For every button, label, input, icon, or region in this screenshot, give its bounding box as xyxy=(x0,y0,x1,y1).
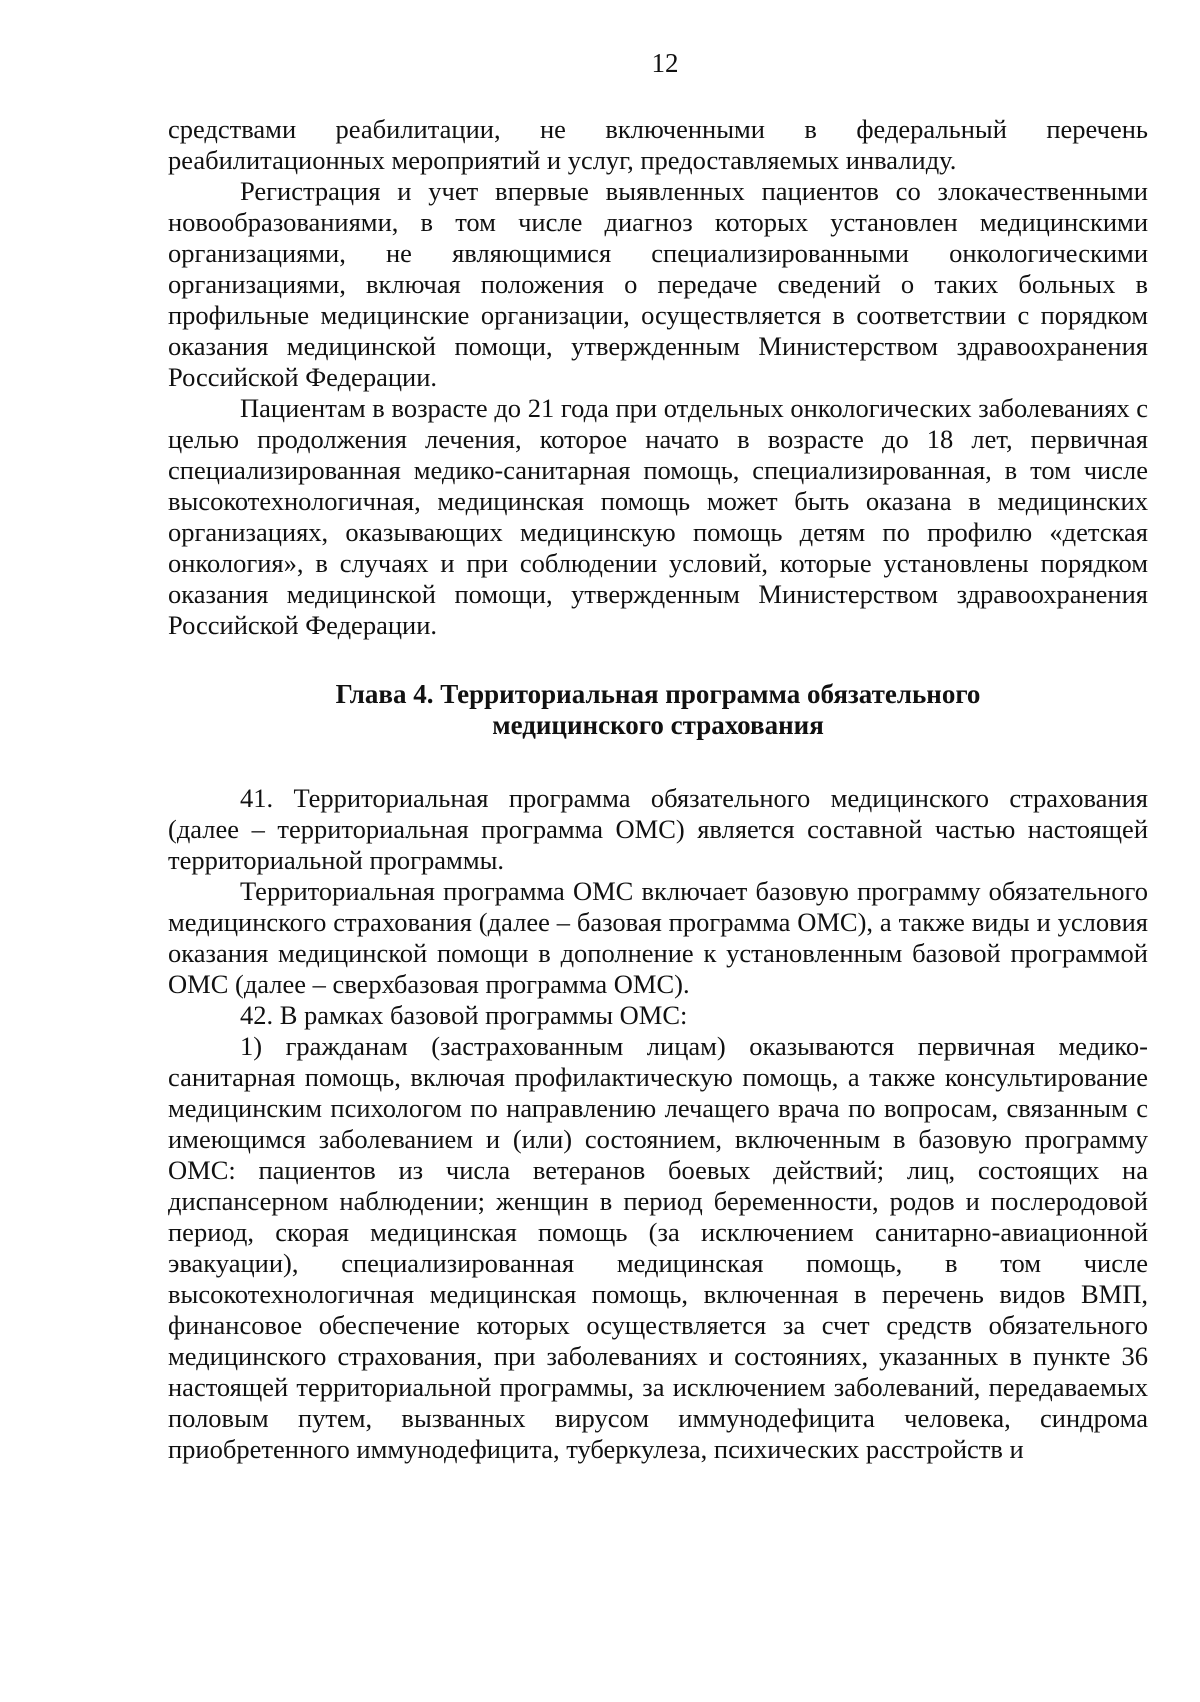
paragraph-oms-composition: Территориальная программа ОМС включает базовую программу обязательного медицинского страхования (далее – базовая программа ОМС), а также виды и условия оказания медицинской помощи в дополнение к установленным базовой программой ОМС (далее – сверхбазовая программа ОМС). xyxy=(168,876,1148,999)
paragraph-oncology-registration: Регистрация и учет впервые выявленных пациентов со злокачественными новообразованиями, в том числе диагноз которых установлен медицинскими организациями, не являющимися специализированными онкологическими организациями, включая положения о передаче сведений о таких больных в профильные медицинские организации, осуществляется в соответствии с порядком оказания медицинской помощи, утвержденным Министерством здравоохранения Российской Федерации. xyxy=(168,176,1148,392)
chapter-heading-line-2: медицинского страхования xyxy=(492,710,824,740)
paragraph-item-41: 41. Территориальная программа обязательного медицинского страхования (далее – территориальная программа ОМС) является составной частью настоящей территориальной программы. xyxy=(168,783,1148,875)
paragraph-subitem-1: 1) гражданам (застрахованным лицам) оказываются первичная медико-санитарная помощь, включая профилактическую помощь, а также консультирование медицинским психологом по направлению лечащего врача по вопросам, связанным с имеющимся заболеванием и (или) состоянием, включенным в базовую программу ОМС: пациентов из числа ветеранов боевых действий; лиц, состоящих на диспансерном наблюдении; женщин в период беременности, родов и послеродовой период, скорая медицинская помощь (за исключением санитарно-авиационной эвакуации), специализированная медицинская помощь, в том числе высокотехнологичная медицинская помощь, включенная в перечень видов ВМП, финансовое обеспечение которых осуществляется за счет средств обязательного медицинского страхования, при заболеваниях и состояниях, указанных в пункте 36 настоящей территориальной программы, за исключением заболеваний, передаваемых половым путем, вызванных вирусом иммунодефицита человека, синдрома приобретенного иммунодефицита, туберкулеза, психических расстройств и xyxy=(168,1031,1148,1464)
chapter-heading-line-1: Глава 4. Территориальная программа обязательного xyxy=(335,679,981,709)
paragraph-patients-under-21: Пациентам в возрасте до 21 года при отдельных онкологических заболеваниях с целью продолжения лечения, которое начато в возрасте до 18 лет, первичная специализированная медико-санитарная помощь, специализированная, в том числе высокотехнологичная, медицинская помощь может быть оказана в медицинских организациях, оказывающих медицинскую помощь детям по профилю «детская онкология», в случаях и при соблюдении условий, которые установлены порядком оказания медицинской помощи, утвержденным Министерством здравоохранения Российской Федерации. xyxy=(168,393,1148,640)
chapter-heading xyxy=(168,679,1148,741)
paragraph-item-42: 42. В рамках базовой программы ОМС: xyxy=(240,1000,688,1030)
paragraph-continuation: средствами реабилитации, не включенными в федеральный перечень реабилитационных мероприятий и услуг, предоставляемых инвалиду. xyxy=(168,114,1148,175)
document-body xyxy=(168,114,1148,1465)
page-number: 12 xyxy=(651,48,679,78)
